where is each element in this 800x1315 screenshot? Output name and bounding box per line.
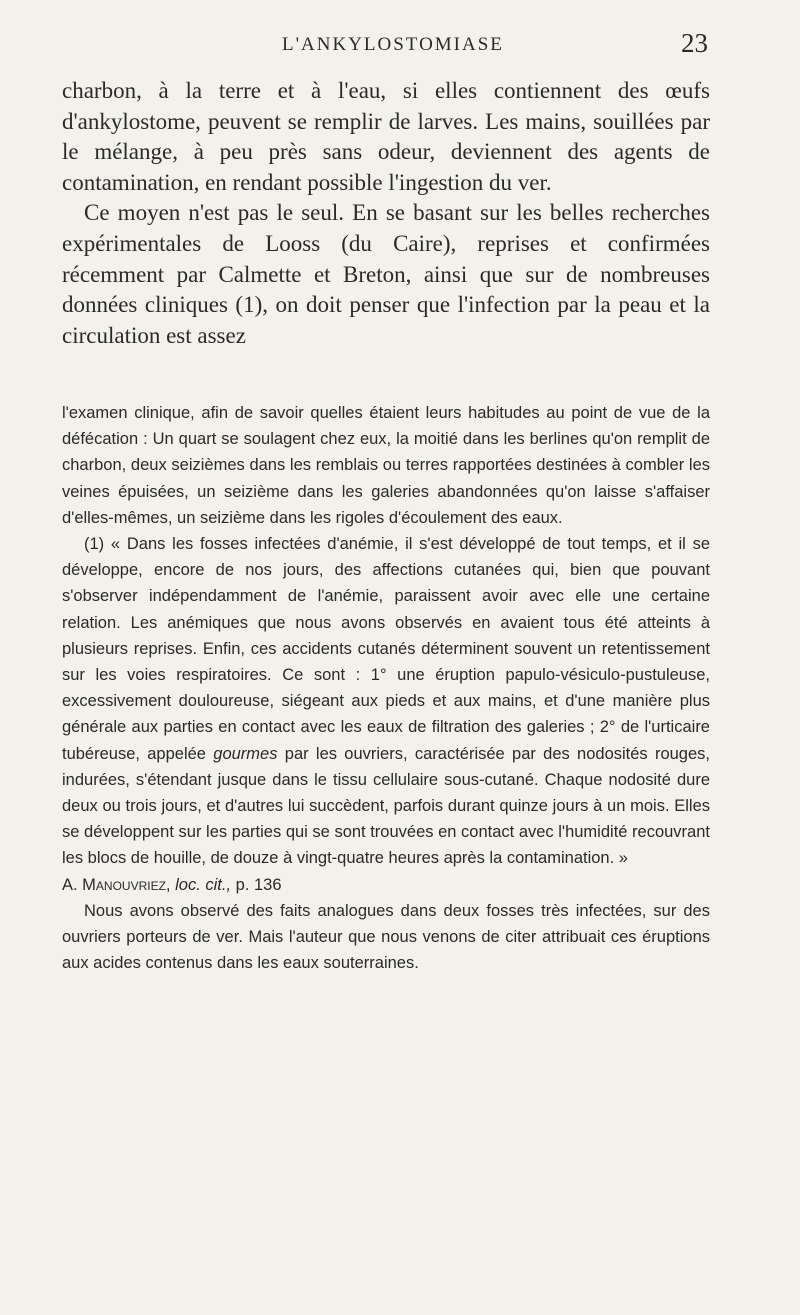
paragraph-1: charbon, à la terre et à l'eau, si elles contiennent des œufs d'ankylostome, peuvent se remplir de larves. Les mains, souillées par le mélange, à peu près sans odeur, deviennent des agents de contamination, en rendant possible l'ingestion du ver. [62, 78, 710, 195]
footnotes [62, 400, 710, 976]
running-title: L'ANKYLOSTOMIASE [282, 34, 504, 55]
citation [62, 872, 710, 898]
footnote-1-text-a: (1) « Dans les fosses infectées d'anémie, il s'est développé de tout temps, et il se développe, encore de nos jours, des affections cutanées qui, bien que pouvant s'observer indépendamment de l'anémie, paraissent avoir avec elle une certaine relation. Les anémiques que nous avons observés en avaient tous été atteints à plusieurs reprises. Enfin, ces accidents cutanés déterminent souvent un retentissement sur les voies respiratoires. Ce sont : 1° une éruption papulo-vésiculo-pustuleuse, excessivement douloureuse, siégeant aux pieds et aux mains, et d'une manière plus générale aux parties en contact avec les eaux de filtration des galeries ; 2° de l'urticaire tubéreuse, appelée [62, 535, 710, 763]
footnote-1 [62, 531, 710, 872]
footnote-continuation: l'examen clinique, afin de savoir quelles étaient leurs habitudes au point de vue de la défécation : Un quart se soulagent chez eux, la moitié dans les berlines qu'on remplit de charbon, deux seizièmes dans les remblais ou terres rapportées destinées à combler les veines épuisées, un seizième dans les galeries abandonnées qu'on laisse s'affaiser d'elles-mêmes, un seizième dans les rigoles d'écoulement des eaux. [62, 404, 710, 527]
footnote-1-text-b: par les ouvriers, caractérisée par des nodosités rouges, indurées, s'étendant jusque dans le tissu cellulaire sous-cutané. Chaque nodosité dure deux ou trois jours, et d'autres lui succèdent, parfois durant quinze jours à un mois. Elles se développent sur les parties qui se sont trouvées en contact avec l'humidité recouvrant les blocs de houille, de douze à vingt-quatre heures après la contamination. » [62, 744, 710, 868]
citation-ref: loc. cit., [175, 875, 232, 894]
citation-author: A. Manouvriez, [62, 875, 171, 894]
page-number: 23 [681, 28, 708, 58]
footnote-1-italic-term: gourmes [213, 744, 278, 763]
main-text [62, 76, 710, 351]
footnote-closing: Nous avons observé des faits analogues dans deux fosses très infectées, sur des ouvriers porteurs de ver. Mais l'auteur que nous venons de citer attribuait ces éruptions aux acides contenus dans les eaux souterraines. [62, 901, 710, 973]
citation-page: p. 136 [235, 875, 282, 894]
paragraph-2: Ce moyen n'est pas le seul. En se basant sur les belles recherches expérimentales de Looss (du Caire), reprises et confirmées récemment par Calmette et Breton, ainsi que sur de nombreuses données cliniques (1), on doit penser que l'infection par la peau et la circulation est assez [62, 200, 710, 348]
